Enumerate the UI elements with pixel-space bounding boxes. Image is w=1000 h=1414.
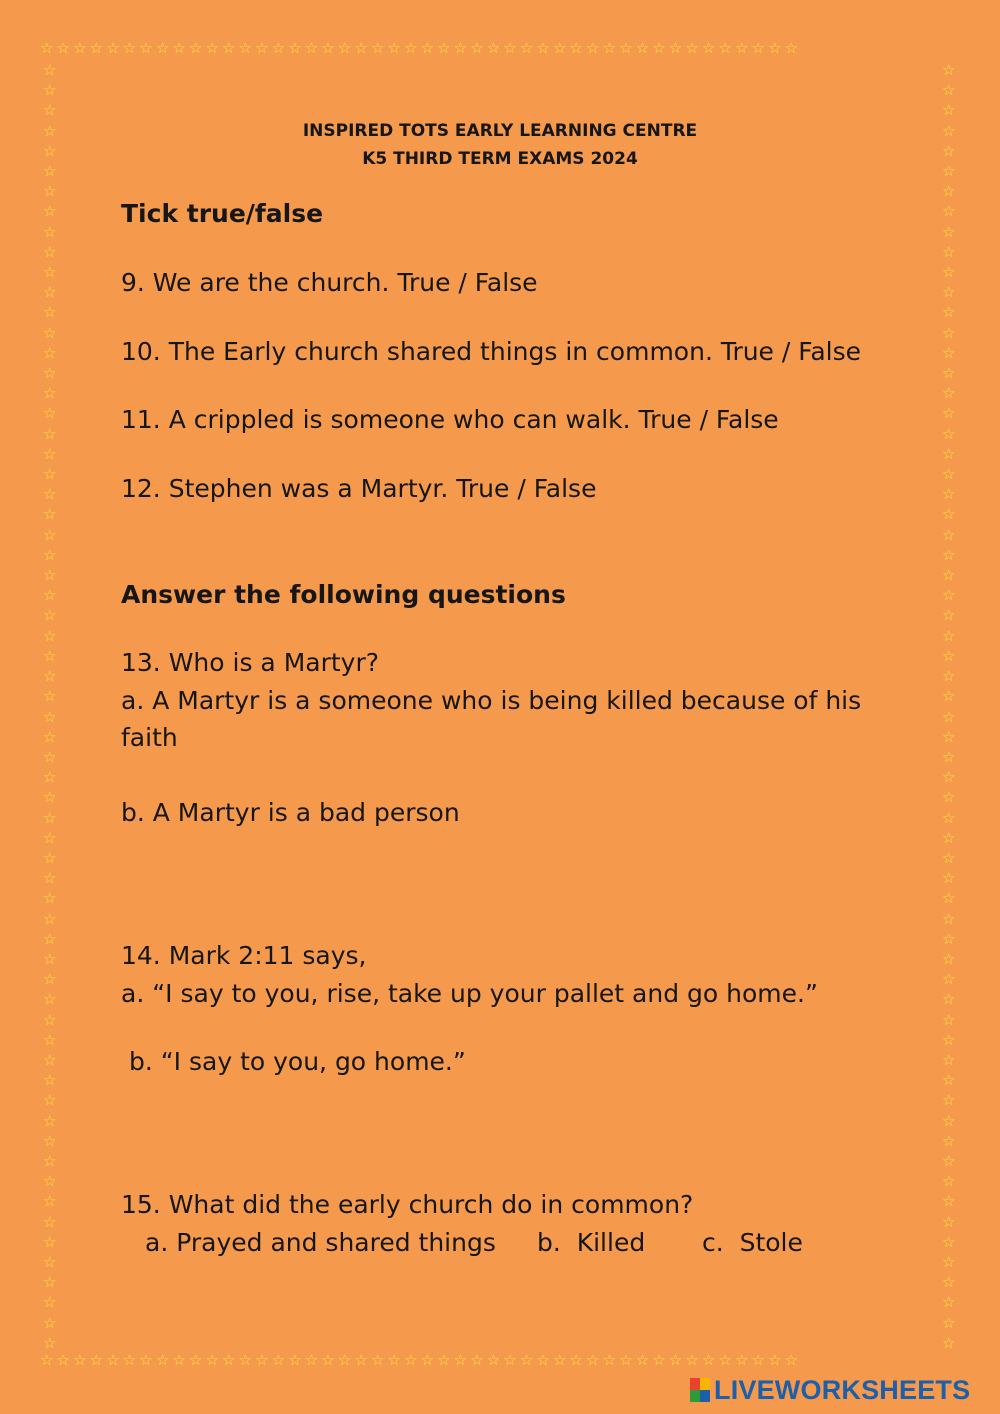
star-border-top: ☆☆☆☆☆☆☆☆☆☆☆☆☆☆☆☆☆☆☆☆☆☆☆☆☆☆☆☆☆☆☆☆☆☆☆☆☆☆☆☆☆☆☆☆☆☆ <box>40 41 802 57</box>
question-13-option-b[interactable]: b. A Martyr is a bad person <box>121 798 460 827</box>
question-15-option-c[interactable]: c. Stole <box>702 1228 803 1257</box>
liveworksheets-logo-icon <box>690 1378 710 1402</box>
question-14-option-b[interactable]: b. “I say to you, go home.” <box>121 1047 466 1076</box>
question-12[interactable]: 12. Stephen was a Martyr. True / False <box>121 474 597 503</box>
question-15: 15. What did the early church do in common? <box>121 1190 694 1219</box>
logo-text: LIVEWORKSHEETS <box>714 1374 971 1405</box>
question-13: 13. Who is a Martyr? <box>121 648 380 677</box>
exam-title: K5 THIRD TERM EXAMS 2024 <box>362 149 638 169</box>
question-11[interactable]: 11. A crippled is someone who can walk. True / False <box>121 405 779 434</box>
liveworksheets-logo[interactable] <box>690 1375 970 1405</box>
question-14-option-a[interactable]: a. “I say to you, rise, take up your pallet and go home.” <box>121 979 818 1008</box>
school-name: INSPIRED TOTS EARLY LEARNING CENTRE <box>302 121 698 141</box>
question-15-option-b[interactable]: b. Killed <box>537 1228 646 1257</box>
question-13-option-a[interactable]: a. A Martyr is a someone who is being killed because of his <box>121 686 862 715</box>
star-border-left: ☆☆☆☆☆☆☆☆☆☆☆☆☆☆☆☆☆☆☆☆☆☆☆☆☆☆☆☆☆☆☆☆☆☆☆☆☆☆☆☆☆☆☆☆☆☆☆☆☆☆☆☆☆☆☆☆☆☆☆☆☆☆☆☆ <box>43 61 57 1352</box>
section-title-answer-questions: Answer the following questions <box>121 580 566 609</box>
question-13-option-a-cont[interactable]: faith <box>121 723 178 752</box>
question-14: 14. Mark 2:11 says, <box>121 941 367 970</box>
question-15-option-a[interactable]: a. Prayed and shared things <box>145 1228 496 1257</box>
question-9[interactable]: 9. We are the church. True / False <box>121 268 538 297</box>
star-border-bottom: ☆☆☆☆☆☆☆☆☆☆☆☆☆☆☆☆☆☆☆☆☆☆☆☆☆☆☆☆☆☆☆☆☆☆☆☆☆☆☆☆☆☆☆☆☆☆ <box>40 1353 802 1369</box>
star-border-right: ☆☆☆☆☆☆☆☆☆☆☆☆☆☆☆☆☆☆☆☆☆☆☆☆☆☆☆☆☆☆☆☆☆☆☆☆☆☆☆☆☆☆☆☆☆☆☆☆☆☆☆☆☆☆☆☆☆☆☆☆☆☆☆☆ <box>942 61 956 1352</box>
section-title-true-false: Tick true/false <box>121 199 324 228</box>
question-10[interactable]: 10. The Early church shared things in common. True / False <box>121 337 862 366</box>
